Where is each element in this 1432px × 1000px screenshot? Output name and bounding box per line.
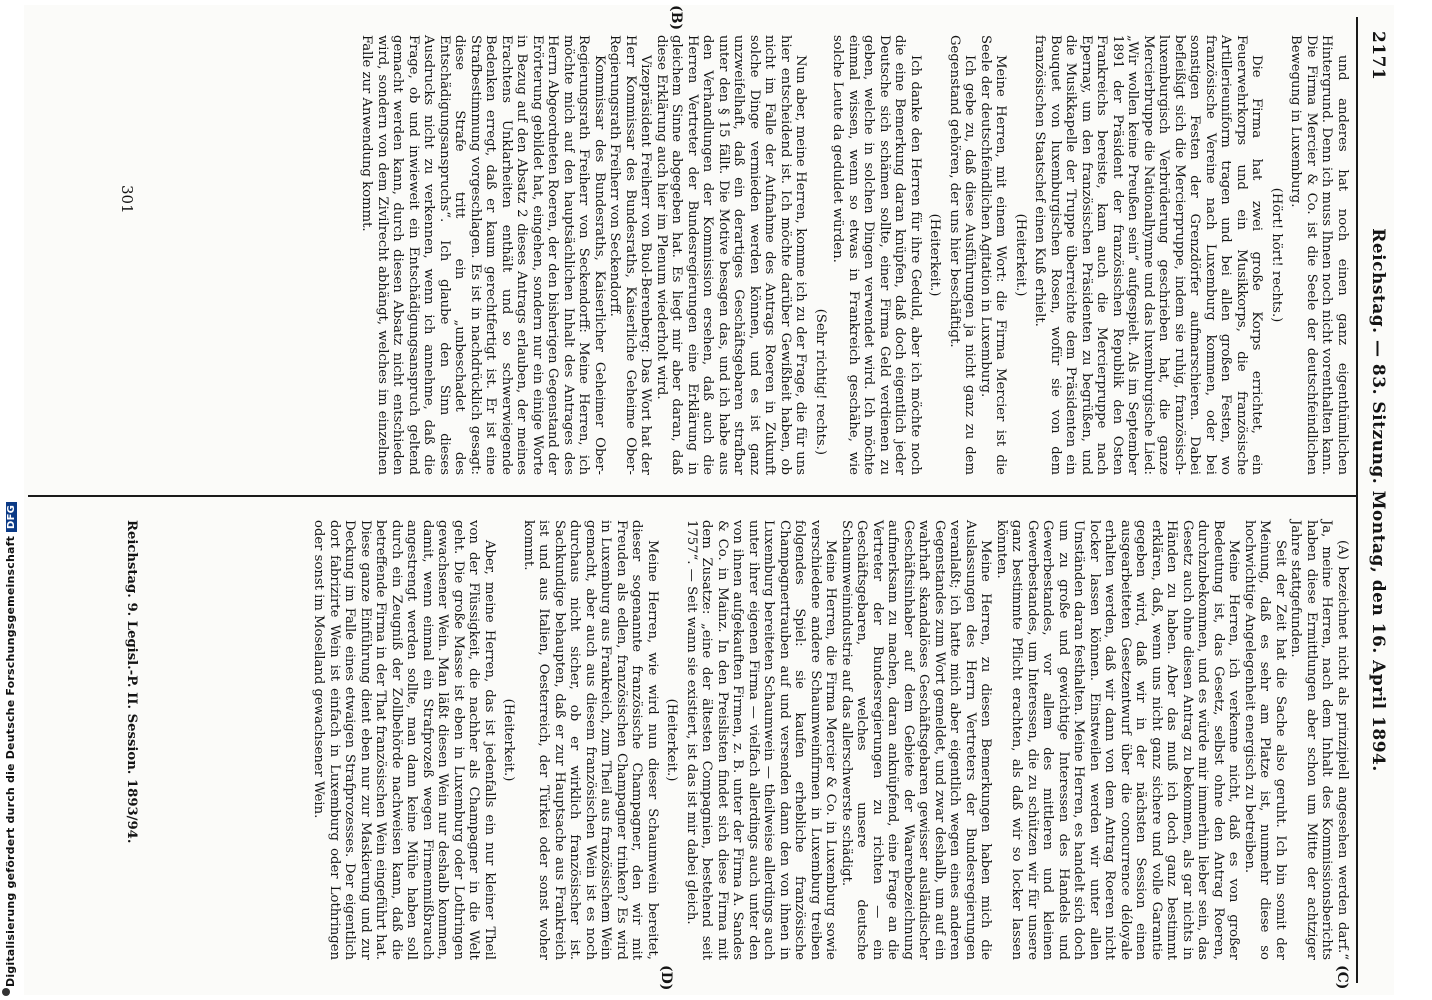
paragraph: Aber, meine Herren, das ist jedenfalls ein nur kleiner Theil von der Flüssigkeit, die nachher als Champagner in die Welt geht. Die große Masse ist eben in Luxemburg oder Lothringen gewachsener Wein. Man läßt diesen Wein nur deshalb kommen, damit, wenn einmal ein Strafprozeß wegen Firmenmißbrauch angestrengt werden sollte, man dann keine Mühe haben soll durch ein Zeugniß der Zollbehörde nachweisen kann, daß die betreffende Firma in der That französischen Wein eingeführt hat. Diese ganze Einführung dient eben nur zur Maskierung und zur Deckung im Falle eines etwaigen Strafprozesses. Der eigentlich dort fabrizirte Wein ist einfach in Luxemburg oder Lothringen oder sonst im Moselland gewachsener Wein. [311,520,497,960]
margin-mark-b: (B) [668,5,684,31]
paragraph: Nun aber, meine Herren, komme ich zu der Frage, die für uns hier entscheidend ist. Ich möchte darüber Gewißheit haben, ob nicht im Falle der Aufnahme des Antrags Roeren in Zukunft solche Dinge vermieden werden können, und es ist ganz unzweifelhaft, daß ein derartiges Geschäftsgebaren strafbar unter den § 15 fällt. Die Motive besagen das, und ich habe aus den Verhandlungen der Kommission ersehen, daß auch die Herren Vertreter der Bundesregierungen eine Erklärung in gleichem Sinne abgegeben hat. Es liegt mir aber daran, daß diese Erklärung auch hier im Plenum wiederholt wird. [654,35,809,475]
paragraph: (A) bezeichnet nicht als prinzipiell angesehen werden darf.“ Ja, meine Herren, nach dem Inhalt des Kommissionsberichts haben diese Ermittlungen aber schon um Mitte der achtziger Jahre stattgefunden. [1288,520,1350,960]
page-header [1360,5,1394,995]
paragraph: Meine Herren, wie wird nun dieser Schaumwein bereitet, dieser sogenannte französische Champagner, den wir mit Freuden als edlen, französischen Champagner trinken? Es wird in Luxemburg aus Frankreich, zum Theil aus französischem Wein gemacht, aber auch aus diesem französischen Wein ist es noch durchaus nicht sicher, ob er wirklich französischer ist. Sachkundige behaupten, daß er zur Hauptsache aus Frankreich ist und aus Italien, Oesterreich, der Türkei oder sonst woher kommt. [521,520,660,960]
margin-mark-c: (C) [1334,965,1350,990]
credit-text: Digitalisierung gefördert durch die Deutsche Forschungsgemeinschaft [4,535,17,987]
header-rule [1356,17,1358,983]
header-title: Reichstag. — 83. Sitzung. Montag, den 16. April 1894. [1368,228,1388,772]
dfg-logo-icon: DFG [6,502,17,532]
margin-mark-d: (D) [658,965,674,991]
corner-dot-icon [2,988,10,996]
interjection: (Heiterkeit.) [927,213,943,297]
paragraph: Ich gebe zu, daß diese Ausführungen ja nicht ganz zu dem Gegenstand gehören, der uns hier beschäftigt. [947,35,978,475]
paragraph: Meine Herren, zu diesen Bemerkungen haben mich die Auslassungen des Herrn Vertreters der Bundesregierungen veranlaßt; ich hatte mich aber eigentlich wegen eines anderen Gegenstandes zum Wort gemeldet, und zwar deshalb, um auf ein wahrhaft skandalöses Geschäftsgebaren gewisser ausländischer Geschäftsinhaber auf dem Gebiete der Waarenbezeichnung aufmerksam zu machen, daran anknüpfend, eine Frage an die Vertreter der Bundesregierungen zu richten — ein Geschäftsgebaren, welches unsere deutsche Schaumweinindustrie auf das allerschwerste schädigt. [839,520,994,960]
header-page-number: 2171 [1368,31,1388,81]
paragraph: Vizepräsident Freiherr von Buol-Berenberg: Das Wort hat der Herr Kommissar des Bundesraths, Kaiserliche Geheime Ober-Regierungsrath Freiherr von Seckendorff. [607,35,654,475]
text-column-right [311,520,1350,960]
paragraph: Ich danke den Herren für ihre Geduld, aber ich möchte noch die eine Bemerkung daran knüpfen, daß doch eigentlich jeder Deutsche sich schämen sollte, einer Firma Geld verdienen zu geben, welche in solchen Dingen verwendet wird. Ich möchte einmal wissen, wenn so etwas in Frankreich geschähe, wie solche Leute da geduldet würden. [830,35,923,475]
interjection: (Sehr richtig! rechts.) [813,308,828,455]
paragraph: Seit der Zeit hat die Sache also geruht. Ich bin somit der Meinung, daß es sehr am Platze ist, nunmehr diese so hochwichtige Angelegenheit energisch zu betreiben. [1242,520,1288,960]
footer-page-number: 301 [118,185,136,214]
credit-line [4,502,17,987]
paragraph: Meine Herren, die Firma Mercier & Co. in Luxemburg sowie verschiedene andere Schaumweinfirmen in Luxemburg treiben folgendes Spiel: sie kaufen erhebliche französische Champagnertrauben auf und versenden dann den von ihnen in Luxemburg bereiteten Schaumwein — theilweise allerdings auch unter ihrer eigenen Firma — vielfach allerdings auch unter den von ihnen aufgekauften Firmen, z. B. unter der Firma A. Sandes & Co. in Mainz. In den Preislisten findet sich diese Firma mit dem Zusatze: „eine der ältesten Compagnien, bestehend seit 1757“. — Seit wann sie existiert, ist das ist mir dabei gleich. [684,520,839,960]
footer-source: Reichstag. 9. Legisl.-P. II. Session. 1893/94. [124,520,139,844]
credit-sidebar [0,0,20,1000]
interjection: (Heiterkeit.) [664,698,680,782]
paragraph: Meine Herren, mit einem Wort: die Firma Mercier ist die Seele der deutschfeindlichen Agitation in Luxemburg. [978,35,1009,475]
rotated-document-page [24,5,1394,995]
interjection: (Heiterkeit.) [501,698,517,782]
interjection: (Heiterkeit.) [1013,213,1028,297]
paragraph: Die Firma hat zwei große Korps errichtet, ein Feuerwehrkorps und ein Musikkorps, die französische Artillerieuniform tragen und bei allen großen Festen, wo französische Vereine nach Luxemburg kommen, oder bei sonstigen Festen der Grenzdörfer aufmarschieren. Dabei befleißigt sich die Mercierpruppe, indem sie ruhig, französisch-luxemburgisch Verbrüderung geschrieben hat, die ganze Mercierbruppe die Nationalhymne und das luxemburgische Lied: „Wir wollen keine Preußen sein“ aufgespielt. Als im September 1891 der Präsident der französischen Republik den Osten Frankreichs bereiste, kam auch die Mercierpruppe nach Epernay, um den französischen Präsidenten zu begrüßen, und die Musikkapelle der Truppe überreichte dem Präsidenten ein Bouquet von luxemburgischen Rosen, wofür sie von dem französischen Staatschef einen Kuß erhielt. [1032,35,1265,475]
paragraph: und anderes hat noch einen ganz eigenthümlichen Hintergrund. Denn ich muss Ihnen noch nicht vorenthalten kann. Die Firma Mercier & Co. ist die Seele der deutschfeindlichen Bewegung in Luxemburg. [1288,35,1350,475]
paragraph: Meine Herren, ich verkenne nicht, daß es von großer Bedeutung ist, das Gesetz, selbst ohne den Antrag Roeren, durchzubekommen, und es würde mir immerhin lieber sein, das Gesetz auch ohne diesen Antrag zu bekommen, als gar nichts in Händen zu haben. Aber das muß ich doch ganz bestimmt erklären, daß, wenn uns nicht ganz sichere und volle Garantie gegeben wird, daß wir in der nächsten Session einen ausgearbeiteten Gesetzentwurf über die concurrence déloyale erhalten werden, daß wir dann von dem Antrag Roeren nicht locker lassen können. Einstweilen werden wir unter allen Umständen daran festhalten. Meine Herren, es handelt sich doch um zu große und gewichtige Interessen des Handels und Gewerbestandes, vor allem des mittleren und kleinen Gewerbestandes, um Interessen, die zu schützen wir für unsere ganz bestimmte Pflicht erachten, als daß wir so locker lassen könnten. [994,520,1242,960]
interjection: (Hört! hört! rechts.) [1269,187,1284,323]
paragraph: Kommissar des Bundesraths, Kaiserlicher Geheimer Ober-Regierungsrath Freiherr von Seckendorff: Meine Herren, ich möchte mich auf den hauptsächlichen Inhalt des Antrages des Herrn Abgeordneten Roeren, der den bisherigen Gegenstand der Erörterung gebildet hat, eingehen, sondern nur ein einige Worte in Bezug auf den Absatz 2 dieses Antrags erlauben, der meines Erachtens Unklarheiten enthält und so schwerwiegende Bedenken erregt, daß er kaum gerechtfertigt ist. Er ist eine Strafbestimmung vorgeschlagen. Es ist in nachdrücklich gesagt: diese Strafe tritt ein „unbeschadet des Entschädigungsanspruchs“. Ich glaube den Sinn dieses Ausdrucks nicht zu verkennen, wenn ich annehme, daß die Frage, ob und inwieweit ein Entschädigungsanspruch geltend gemacht werden kann, durch diesen Absatz nicht entschieden wird, sondern von dem Zivilrecht abhängt, welches im einzelnen Falle zur Anwendung kommt. [359,35,607,475]
column-divider [28,495,1358,497]
text-column-left [359,35,1350,475]
